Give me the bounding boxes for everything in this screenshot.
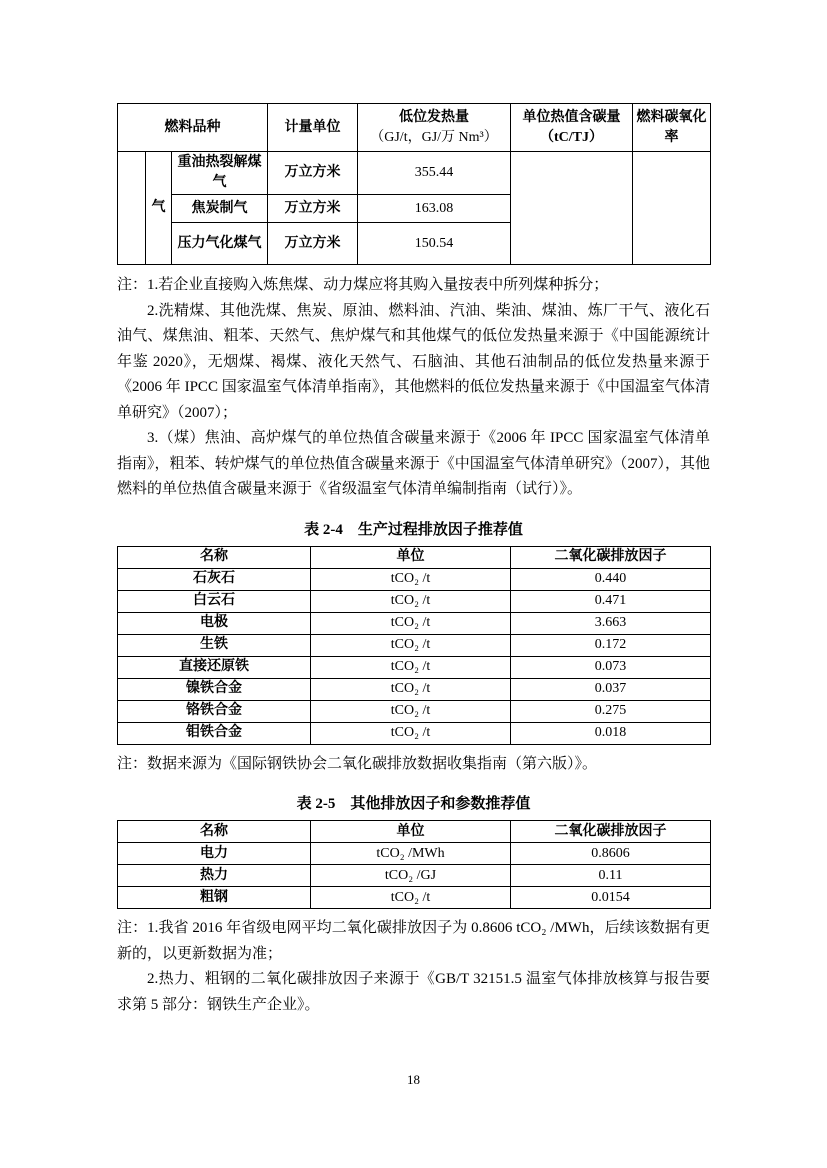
header-unit: 计量单位 <box>268 104 358 152</box>
table25-notes <box>117 916 710 1018</box>
cell-fuel-name: 重油热裂解煤气 <box>172 152 268 195</box>
cell-value: 0.8606 <box>511 843 711 865</box>
header-ncv-line2: （GJ/t，GJ/万 Nm³） <box>370 129 498 145</box>
cell-unit: tCO₂ /GJ <box>311 865 511 887</box>
cell-value: 0.11 <box>511 865 711 887</box>
cell-value: 3.663 <box>511 612 711 634</box>
cell-name: 白云石 <box>118 590 311 612</box>
cell-unit: tCO₂ /t <box>311 568 511 590</box>
cell-name: 铬铁合金 <box>118 700 311 722</box>
table-row <box>118 843 711 865</box>
cell-unit: 万立方米 <box>268 152 358 195</box>
cell-name: 生铁 <box>118 634 311 656</box>
note-paragraph-2: 2.洗精煤、其他洗煤、焦炭、原油、燃料油、汽油、柴油、煤油、炼厂干气、液化石油气、煤焦油、粗苯、天然气、焦炉煤气和其他煤气的低位发热量来源于《中国能源统计年鉴 2020》，无烟煤、褐煤、液化天然气、石脑油、其他石油制品的低位发热量来源于《2006 年 IPCC 国家温室气体清单指南》，其他燃料的低位发热量来源于《中国温室气体清单研究》（2007）； <box>117 302 710 421</box>
header-carbon-content <box>511 104 633 152</box>
table-row <box>118 700 711 722</box>
table-row <box>118 568 711 590</box>
note-paragraph-2: 2.热力、粗钢的二氧化碳排放因子来源于《GB/T 32151.5 温室气体排放核算与报告要求第 5 部分：钢铁生产企业》。 <box>117 971 710 1013</box>
table-row <box>118 152 711 195</box>
table24-title: 表 2-4 生产过程排放因子推荐值 <box>304 521 523 538</box>
note-paragraph-3: 3.（煤）焦油、高炉煤气的单位热值含碳量来源于《2006 年 IPCC 国家温室气体清单指南》，粗苯、转炉煤气的单位热值含碳量来源于《中国温室气体清单研究》（2007），其他燃料的单位热值含碳量来源于《省级温室气体清单编制指南（试行）》。 <box>117 430 710 497</box>
cell-name: 粗钢 <box>118 887 311 909</box>
cell-carbon-empty <box>511 152 633 265</box>
note-paragraph-1: 注：1.我省 2016 年省级电网平均二氧化碳排放因子为 0.8606 tCO₂ /MWh，后续该数据有更新的，以更新数据为准； <box>117 920 710 962</box>
table-row <box>118 865 711 887</box>
cell-unit: tCO₂ /MWh <box>311 843 511 865</box>
process-emission-factor-table <box>117 546 711 745</box>
header-ncv-line1: 低位发热量 <box>399 109 469 125</box>
table-row <box>118 887 711 909</box>
cell-unit: tCO₂ /t <box>311 887 511 909</box>
table-row <box>118 634 711 656</box>
note-paragraph-1: 注：1.若企业直接购入炼焦煤、动力煤应将其购入量按表中所列煤种拆分； <box>117 277 609 293</box>
other-emission-factor-table <box>117 820 711 909</box>
table-row <box>118 590 711 612</box>
table-row <box>118 612 711 634</box>
cell-value: 0.275 <box>511 700 711 722</box>
header-carbon-line2: （tC/TJ） <box>540 129 603 145</box>
cell-value: 0.073 <box>511 656 711 678</box>
cell-value: 0.0154 <box>511 887 711 909</box>
cell-unit: tCO₂ /t <box>311 590 511 612</box>
cell-name: 钼铁合金 <box>118 722 311 744</box>
table24-header-row <box>118 546 711 568</box>
cell-name: 石灰石 <box>118 568 311 590</box>
cell-name: 电极 <box>118 612 311 634</box>
cell-value: 0.172 <box>511 634 711 656</box>
cell-unit: tCO₂ /t <box>311 634 511 656</box>
cell-ncv: 355.44 <box>358 152 511 195</box>
cell-spacer <box>118 152 146 265</box>
cell-oxidation-empty <box>633 152 711 265</box>
cell-unit: tCO₂ /t <box>311 678 511 700</box>
table-row <box>118 678 711 700</box>
cell-unit: 万立方米 <box>268 195 358 223</box>
fuel-table <box>117 103 711 265</box>
fuel-table-header-row <box>118 104 711 152</box>
header-oxidation-rate: 燃料碳氧化率 <box>633 104 711 152</box>
fuel-table-notes <box>117 273 710 503</box>
cell-value: 0.440 <box>511 568 711 590</box>
cell-name: 热力 <box>118 865 311 887</box>
cell-name: 镍铁合金 <box>118 678 311 700</box>
table25-header-row <box>118 821 711 843</box>
cell-fuel-name: 压力气化煤气 <box>172 223 268 265</box>
col-header-factor: 二氧化碳排放因子 <box>511 546 711 568</box>
cell-value: 0.471 <box>511 590 711 612</box>
cell-category: 气 <box>146 152 172 265</box>
table24-note: 注：数据来源为《国际钢铁协会二氧化碳排放数据收集指南（第六版）》。 <box>117 755 598 772</box>
table-row <box>118 722 711 744</box>
cell-name: 直接还原铁 <box>118 656 311 678</box>
cell-fuel-name: 焦炭制气 <box>172 195 268 223</box>
cell-unit: tCO₂ /t <box>311 656 511 678</box>
col-header-factor: 二氧化碳排放因子 <box>511 821 711 843</box>
cell-unit: tCO₂ /t <box>311 612 511 634</box>
cell-name: 电力 <box>118 843 311 865</box>
col-header-name: 名称 <box>118 546 311 568</box>
col-header-unit: 单位 <box>311 546 511 568</box>
table-row <box>118 656 711 678</box>
header-carbon-line1: 单位热值含碳量 <box>522 109 621 125</box>
table25-title: 表 2-5 其他排放因子和参数推荐值 <box>296 796 531 812</box>
page-number: 18 <box>407 1072 420 1087</box>
col-header-name: 名称 <box>118 821 311 843</box>
cell-value: 0.037 <box>511 678 711 700</box>
col-header-unit: 单位 <box>311 821 511 843</box>
header-fuel-type: 燃料品种 <box>118 104 268 152</box>
cell-unit: tCO₂ /t <box>311 700 511 722</box>
cell-unit: tCO₂ /t <box>311 722 511 744</box>
cell-value: 0.018 <box>511 722 711 744</box>
header-ncv <box>358 104 511 152</box>
cell-unit: 万立方米 <box>268 223 358 265</box>
cell-ncv: 163.08 <box>358 195 511 223</box>
cell-ncv: 150.54 <box>358 223 511 265</box>
